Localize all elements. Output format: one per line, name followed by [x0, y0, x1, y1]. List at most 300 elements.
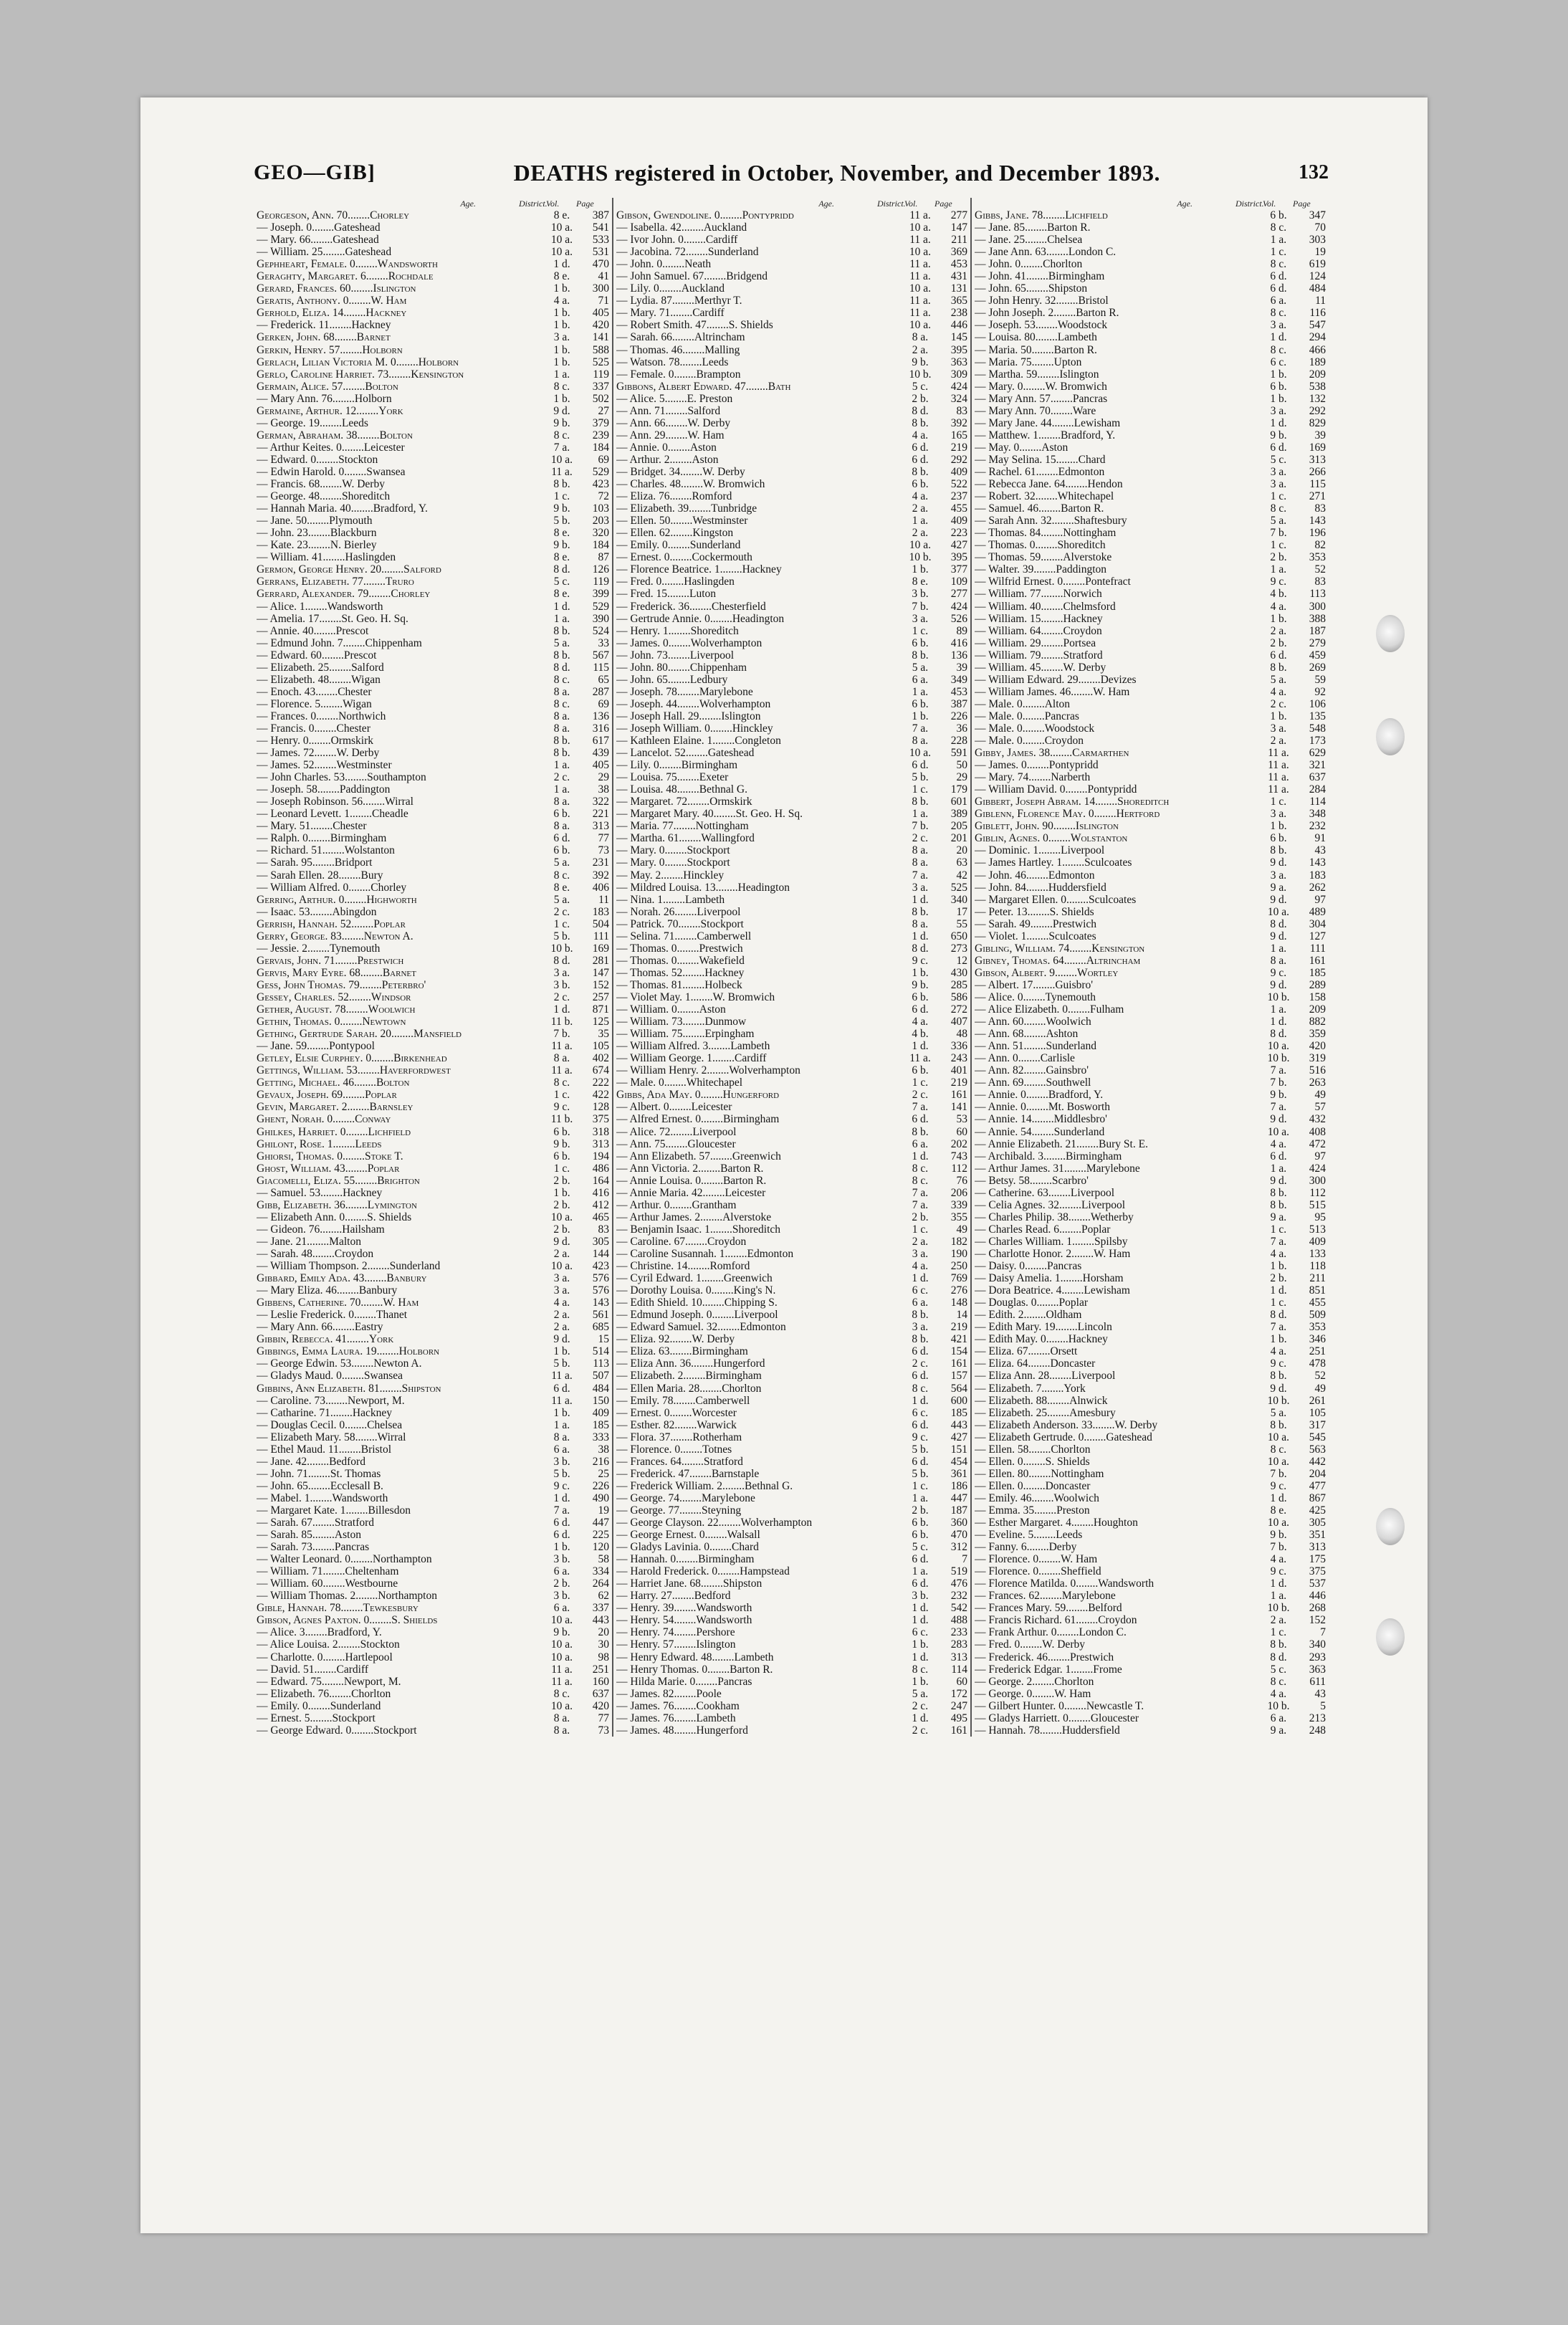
register-entry: [616, 991, 967, 1003]
entry-page: 49: [956, 1223, 967, 1236]
entry-page: 313: [950, 1651, 967, 1663]
entry-volume: 9 d.: [1270, 1174, 1287, 1187]
register-entry: [616, 1138, 967, 1150]
entry-volume: 1 d.: [553, 600, 570, 613]
entry-volume: 3 a.: [1270, 808, 1287, 821]
register-entry: [975, 1614, 1326, 1626]
entry-page: 409: [950, 515, 967, 527]
register-entry: [616, 1395, 967, 1407]
entry-volume: 6 d.: [912, 1418, 929, 1431]
register-entry: [616, 710, 967, 722]
entry-volume: 5 b.: [553, 1467, 570, 1480]
register-entry: [257, 282, 609, 295]
entry-name-age-district: — Francis. 68........W. Derby: [257, 478, 385, 491]
entry-volume: 9 d.: [553, 1235, 570, 1248]
entry-list: [257, 209, 609, 1737]
entry-volume: 11 a.: [1268, 771, 1289, 784]
entry-name-age-district: — James Hartley. 1........Sculcoates: [975, 856, 1132, 869]
register-entry: [616, 1016, 967, 1028]
entry-name-age-district: — Jane. 21........Malton: [257, 1235, 361, 1248]
entry-volume: 8 e.: [553, 270, 570, 283]
entry-page: 432: [1309, 1113, 1326, 1126]
entry-name-age-district: — Jane Ann. 63........London C.: [975, 246, 1117, 259]
entry-page: 183: [1309, 869, 1326, 882]
entry-page: 27: [598, 404, 609, 417]
entry-name-age-district: — Alice Louisa. 2........Stockton: [257, 1638, 400, 1651]
entry-volume: 5 b.: [553, 515, 570, 527]
register-entry: [975, 674, 1326, 686]
entry-name-age-district: — Joseph. 53........Woodstock: [975, 319, 1108, 332]
entry-volume: 8 c.: [1270, 258, 1287, 271]
entry-page: 211: [1309, 1272, 1326, 1285]
entry-page: 439: [592, 747, 609, 760]
register-entry: [616, 368, 967, 381]
entry-name-age-district: — James. 76........Lambeth: [616, 1711, 736, 1724]
register-entry: [616, 563, 967, 576]
register-entry: [975, 295, 1326, 307]
entry-page: 446: [950, 319, 967, 332]
entry-page: 29: [956, 771, 967, 784]
entry-volume: 6 a.: [912, 673, 929, 686]
entry-volume: 8 b.: [912, 1309, 929, 1322]
entry-volume: 5 a.: [553, 636, 570, 649]
register-entry: [257, 1663, 609, 1676]
entry-page: 165: [950, 429, 967, 441]
entry-volume: 3 b.: [553, 978, 570, 991]
entry-volume: 1 d.: [912, 1040, 929, 1053]
entry-volume: 3 a.: [1270, 869, 1287, 882]
register-entry: [975, 246, 1326, 258]
entry-page: 203: [592, 515, 609, 527]
entry-name-age-district: — Annie. 0........Mt. Bosworth: [975, 1101, 1111, 1114]
entry-name-age-district: — Alice Elizabeth. 0........Fulham: [975, 1003, 1124, 1016]
entry-page: 399: [592, 588, 609, 601]
register-entry: [616, 1676, 967, 1688]
entry-page: 453: [950, 685, 967, 698]
entry-volume: 8 c.: [553, 1076, 570, 1089]
entry-page: 276: [950, 1284, 967, 1297]
register-entry: [616, 1321, 967, 1333]
entry-volume: 10 a.: [550, 453, 573, 466]
register-entry: [975, 381, 1326, 393]
register-entry: [257, 1456, 609, 1468]
register-entry: [975, 613, 1326, 625]
register-entry: [616, 722, 967, 735]
entry-volume: 1 d.: [1270, 416, 1287, 429]
register-entry: [975, 783, 1326, 796]
entry-page: 447: [592, 1517, 609, 1529]
entry-name-age-district: — Emily. 78........Camberwell: [616, 1394, 750, 1407]
entry-name-age-district: Gething, Gertrude Sarah. 20........Mansfield: [257, 1028, 462, 1041]
register-entry: [975, 1395, 1326, 1407]
entry-volume: 2 b.: [553, 1198, 570, 1211]
entry-page: 262: [1309, 881, 1326, 894]
entry-name-age-district: — Harriet Jane. 68........Shipston: [616, 1577, 763, 1590]
register-entry: [616, 381, 967, 393]
entry-volume: 11 a.: [909, 258, 931, 271]
entry-volume: 8 d.: [912, 942, 929, 955]
entry-page: 30: [598, 1638, 609, 1651]
entry-name-age-district: — Celia Agnes. 32........Liverpool: [975, 1198, 1126, 1211]
register-entry: [616, 1357, 967, 1370]
entry-volume: 8 a.: [553, 1052, 570, 1065]
entry-volume: 1 d.: [912, 893, 929, 906]
entry-name-age-district: — George. 74........Marylebone: [616, 1491, 755, 1504]
entry-page: 233: [950, 1626, 967, 1639]
entry-page: 173: [1309, 735, 1326, 748]
register-entry: [616, 307, 967, 319]
entry-name-age-district: Getley, Elsie Curphey. 0........Birkenhead: [257, 1052, 447, 1065]
entry-volume: 3 a.: [1270, 319, 1287, 332]
register-entry: [257, 1638, 609, 1651]
entry-volume: 2 a.: [1270, 1614, 1287, 1627]
entry-volume: 6 b.: [912, 991, 929, 1003]
entry-page: 427: [950, 1431, 967, 1443]
entry-name-age-district: — John. 80........Chippenham: [616, 661, 747, 674]
entry-name-age-district: — George. 0........W. Ham: [975, 1687, 1091, 1700]
register-entry: [616, 759, 967, 771]
register-entry: [616, 601, 967, 613]
register-entry: [257, 698, 609, 710]
entry-volume: 7 b.: [553, 1028, 570, 1041]
entry-page: 152: [1309, 1614, 1326, 1627]
entry-page: 204: [1309, 1467, 1326, 1480]
register-entry: [257, 1016, 609, 1028]
entry-page: 105: [1309, 1406, 1326, 1419]
entry-name-age-district: Giacomelli, Eliza. 55........Brighton: [257, 1174, 420, 1187]
entry-page: 446: [1309, 1590, 1326, 1603]
register-entry: [975, 1236, 1326, 1248]
entry-volume: 3 a.: [912, 1247, 929, 1260]
entry-volume: 1 d.: [912, 1394, 929, 1407]
entry-name-age-district: Gerrish, Hannah. 52........Poplar: [257, 917, 406, 930]
entry-name-age-district: — Margaret Ellen. 0........Sculcoates: [975, 893, 1137, 906]
entry-volume: 1 a.: [553, 1418, 570, 1431]
register-entry: [616, 1614, 967, 1626]
entry-name-age-district: — Ann Elizabeth. 57........Greenwich: [616, 1150, 781, 1162]
register-entry: [257, 722, 609, 735]
entry-name-age-district: — Annie. 14........Middlesbro': [975, 1113, 1107, 1126]
entry-volume: 6 d.: [553, 1529, 570, 1542]
register-entry: [975, 270, 1326, 282]
entry-volume: 8 c.: [553, 1687, 570, 1700]
register-entry: [616, 1076, 967, 1089]
register-entry: [257, 1297, 609, 1309]
entry-volume: 6 a.: [553, 1602, 570, 1615]
entry-page: 390: [592, 612, 609, 625]
entry-volume: 1 d.: [1270, 1016, 1287, 1028]
entry-name-age-district: — Frances. 0........Northwich: [257, 710, 386, 722]
entry-name-age-district: — Ernest. 5........Stockport: [257, 1711, 376, 1724]
entry-page: 317: [1309, 1418, 1326, 1431]
entry-volume: 1 d.: [912, 1272, 929, 1285]
entry-volume: 10 a.: [909, 319, 932, 332]
entry-volume: 4 a.: [1270, 1687, 1287, 1700]
entry-name-age-district: — Lydia. 87........Merthyr T.: [616, 295, 742, 307]
entry-volume: 8 b.: [553, 624, 570, 637]
entry-volume: 8 a.: [553, 685, 570, 698]
register-entry: [257, 1688, 609, 1700]
entry-page: 111: [1309, 942, 1326, 955]
register-entry: [616, 1040, 967, 1052]
entry-volume: 8 c.: [553, 429, 570, 441]
register-entry: [975, 1565, 1326, 1577]
entry-page: 36: [956, 722, 967, 735]
register-entry: [975, 1138, 1326, 1150]
entry-name-age-district: — Mary Ann. 70........Ware: [975, 404, 1096, 417]
register-entry: [616, 1028, 967, 1040]
entry-page: 226: [592, 1479, 609, 1492]
entry-page: 97: [1314, 893, 1326, 906]
entry-volume: 6 d.: [912, 1003, 929, 1016]
entry-page: 248: [1309, 1724, 1326, 1737]
entry-volume: 2 a.: [1270, 735, 1287, 748]
register-entry: [257, 1419, 609, 1431]
entry-volume: 6 c.: [912, 1406, 929, 1419]
entry-name-age-district: — Sarah. 49........Prestwich: [975, 917, 1097, 930]
entry-page: 209: [1309, 1003, 1326, 1016]
entry-name-age-district: — Eliza. 76........Romford: [616, 490, 732, 503]
entry-name-age-district: — Ethel Maud. 11........Bristol: [257, 1443, 391, 1456]
entry-page: 281: [592, 954, 609, 967]
entry-name-age-district: — Leonard Levett. 1........Cheadle: [257, 808, 408, 821]
entry-name-age-district: — Ellen. 0........S. Shields: [975, 1455, 1090, 1468]
entry-page: 147: [592, 966, 609, 979]
register-entry: [257, 844, 609, 856]
register-entry: [257, 1529, 609, 1541]
entry-page: 35: [598, 1028, 609, 1041]
entry-page: 164: [592, 1174, 609, 1187]
entry-volume: 8 b.: [1270, 1418, 1287, 1431]
entry-name-age-district: — Frederick. 11........Hackney: [257, 319, 391, 332]
entry-name-age-district: Gibbs, Jane. 78........Lichfield: [975, 209, 1108, 221]
entry-name-age-district: — Lily. 0........Birmingham: [616, 759, 738, 772]
entry-volume: 1 d.: [553, 258, 570, 271]
entry-name-age-district: — Henry Thomas. 0........Barton R.: [616, 1663, 773, 1676]
entry-page: 685: [592, 1321, 609, 1334]
entry-volume: 8 a.: [912, 735, 929, 748]
entry-name-age-district: Gervais, John. 71........Prestwich: [257, 954, 404, 967]
register-entry: [616, 1383, 967, 1395]
register-entry: [616, 918, 967, 930]
entry-page: 443: [950, 1418, 967, 1431]
register-entry: [616, 808, 967, 820]
entry-page: 395: [950, 343, 967, 356]
entry-name-age-district: — James. 48........Hungerford: [616, 1724, 748, 1737]
register-entry: [616, 1089, 967, 1101]
entry-volume: 1 c.: [553, 490, 570, 503]
entry-volume: 6 b.: [912, 636, 929, 649]
register-entry: [975, 490, 1326, 502]
entry-name-age-district: — Catherine. 63........Liverpool: [975, 1186, 1114, 1199]
register-entry: [975, 894, 1326, 906]
entry-name-age-district: — William. 64........Croydon: [975, 624, 1102, 637]
entry-volume: 8 e.: [912, 576, 929, 588]
entry-volume: 11 a.: [909, 209, 931, 221]
register-entry: [975, 906, 1326, 918]
entry-volume: 6 d.: [912, 453, 929, 466]
entry-volume: 8 d.: [553, 661, 570, 674]
entry-name-age-district: — Amelia. 17........St. Geo. H. Sq.: [257, 612, 408, 625]
entry-volume: 1 a.: [553, 759, 570, 772]
entry-name-age-district: — George Edward. 0........Stockport: [257, 1724, 417, 1737]
entry-name-age-district: — James. 0........Wolverhampton: [616, 636, 763, 649]
entry-page: 201: [950, 832, 967, 845]
entry-name-age-district: — Benjamin Isaac. 1........Shoreditch: [616, 1223, 781, 1236]
entry-volume: 2 b.: [553, 1174, 570, 1187]
register-entry: [975, 882, 1326, 894]
register-entry: [975, 1712, 1326, 1724]
entry-page: 83: [1314, 502, 1326, 515]
entry-page: 62: [598, 1590, 609, 1603]
entry-volume: 7 a.: [1270, 1101, 1287, 1114]
entry-name-age-district: Gibbins, Ann Elizabeth. 81........Shipston: [257, 1382, 441, 1395]
entry-name-age-district: — Patrick. 70........Stockport: [616, 917, 744, 930]
entry-name-age-district: — William. 41........Haslingden: [257, 551, 396, 564]
entry-page: 219: [950, 1321, 967, 1334]
entry-page: 97: [1314, 1150, 1326, 1162]
entry-page: 316: [592, 722, 609, 735]
register-entry: [975, 1321, 1326, 1333]
entry-volume: 2 a.: [1270, 624, 1287, 637]
column-heading: [257, 198, 609, 209]
entry-volume: 5 b.: [912, 771, 929, 784]
entry-name-age-district: — Watson. 78........Leeds: [616, 355, 729, 368]
entry-page: 143: [1309, 515, 1326, 527]
register-entry: [616, 1113, 967, 1125]
entry-page: 465: [592, 1211, 609, 1223]
entry-page: 154: [950, 1345, 967, 1358]
entry-volume: 1 b.: [553, 1186, 570, 1199]
entry-page: 322: [592, 796, 609, 808]
entry-page: 502: [592, 392, 609, 405]
entry-volume: 6 a.: [912, 1297, 929, 1309]
register-entry: [975, 1101, 1326, 1113]
entry-volume: 2 a.: [912, 527, 929, 540]
entry-page: 470: [950, 1529, 967, 1542]
entry-volume: 8 c.: [1270, 1443, 1287, 1456]
entry-page: 151: [950, 1443, 967, 1456]
entry-page: 477: [1309, 1479, 1326, 1492]
entry-volume: 3 a.: [912, 1321, 929, 1334]
entry-page: 407: [950, 1016, 967, 1028]
entry-volume: 1 c.: [912, 624, 929, 637]
entry-page: 455: [950, 502, 967, 515]
entry-volume: 9 b.: [553, 502, 570, 515]
entry-page: 223: [950, 527, 967, 540]
entry-name-age-district: — William. 77........Norwich: [975, 588, 1102, 601]
entry-page: 459: [1309, 649, 1326, 662]
entry-page: 292: [1309, 404, 1326, 417]
entry-name-age-district: Ghost, William. 43........Poplar: [257, 1162, 400, 1175]
register-entry: [257, 356, 609, 368]
entry-page: 470: [592, 258, 609, 271]
entry-page: 15: [598, 1333, 609, 1346]
entry-volume: 1 b.: [1270, 820, 1287, 833]
entry-volume: 1 d.: [553, 1003, 570, 1016]
register-entry: [616, 1565, 967, 1577]
entry-name-age-district: — Francis Richard. 61........Croydon: [975, 1614, 1137, 1627]
entry-volume: 4 a.: [1270, 1345, 1287, 1358]
entry-page: 340: [1309, 1638, 1326, 1651]
entry-name-age-district: — William. 25........Gateshead: [257, 246, 392, 259]
register-entry: [975, 662, 1326, 674]
entry-volume: 9 d.: [1270, 856, 1287, 869]
entry-name-age-district: — James. 0........Pontypridd: [975, 759, 1099, 772]
entry-volume: 1 a.: [1270, 1162, 1287, 1175]
entry-name-age-district: — Ellen. 50........Westminster: [616, 515, 748, 527]
entry-name-age-district: — Walter Leonard. 0........Northampton: [257, 1553, 432, 1566]
entry-volume: 11 a.: [551, 1040, 573, 1053]
entry-volume: 2 a.: [553, 1309, 570, 1322]
register-entry: [257, 942, 609, 955]
entry-name-age-district: — William. 71........Cheltenham: [257, 1565, 399, 1578]
register-entry: [257, 906, 609, 918]
entry-volume: 9 b.: [912, 978, 929, 991]
entry-name-age-district: — Henry. 54........Wandsworth: [616, 1614, 752, 1627]
entry-volume: 10 b.: [1267, 991, 1290, 1003]
entry-page: 58: [598, 1553, 609, 1566]
register-entry: [975, 1431, 1326, 1443]
entry-page: 567: [592, 649, 609, 662]
entry-name-age-district: — John. 71........St. Thomas: [257, 1467, 381, 1480]
entry-name-age-district: — Frederick. 46........Prestwich: [975, 1651, 1114, 1663]
entry-volume: 9 b.: [1270, 429, 1287, 441]
entry-volume: 8 c.: [1270, 1675, 1287, 1688]
entry-name-age-district: — Kathleen Elaine. 1........Congleton: [616, 735, 781, 748]
register-entry: [257, 1590, 609, 1602]
entry-name-age-district: — Robert. 32........Whitechapel: [975, 490, 1114, 503]
entry-page: 674: [592, 1064, 609, 1077]
entry-name-age-district: Gethin, Thomas. 0........Newtown: [257, 1016, 406, 1028]
entry-name-age-district: — Frances. 64........Stratford: [616, 1455, 743, 1468]
entry-page: 406: [592, 881, 609, 894]
register-entry: [616, 882, 967, 894]
entry-page: 303: [1309, 234, 1326, 247]
entry-volume: 8 b.: [912, 465, 929, 478]
register-entry: [975, 808, 1326, 820]
register-entry: [257, 832, 609, 844]
register-entry: [257, 1370, 609, 1382]
register-entry: [975, 832, 1326, 844]
entry-volume: 1 b.: [1270, 1260, 1287, 1273]
entry-page: 484: [592, 1382, 609, 1395]
entry-page: 495: [950, 1711, 967, 1724]
entry-page: 361: [950, 1467, 967, 1480]
entry-name-age-district: — Ralph. 0........Birmingham: [257, 832, 387, 845]
entry-name-age-district: — Frederick. 47........Barnstaple: [616, 1467, 760, 1480]
register-entry: [616, 735, 967, 747]
entry-volume: 1 b.: [553, 282, 570, 295]
entry-page: 375: [1309, 1565, 1326, 1578]
entry-name-age-district: — George. 2........Chorlton: [975, 1675, 1094, 1688]
entry-page: 443: [592, 1614, 609, 1627]
register-entry: [975, 759, 1326, 771]
register-entry: [257, 307, 609, 319]
entry-page: 387: [950, 697, 967, 710]
heading-district: District.: [1235, 199, 1264, 209]
entry-name-age-district: — John Charles. 53........Southampton: [257, 771, 426, 784]
entry-volume: 11 a.: [551, 1370, 573, 1383]
entry-volume: 1 c.: [1270, 1223, 1287, 1236]
entry-volume: 1 c.: [912, 1076, 929, 1089]
register-entry: [616, 1638, 967, 1651]
register-entry: [975, 820, 1326, 832]
entry-volume: 9 b.: [553, 539, 570, 552]
register-entry: [616, 502, 967, 515]
entry-volume: 3 a.: [553, 966, 570, 979]
entry-name-age-district: — Dominic. 1........Liverpool: [975, 844, 1105, 857]
